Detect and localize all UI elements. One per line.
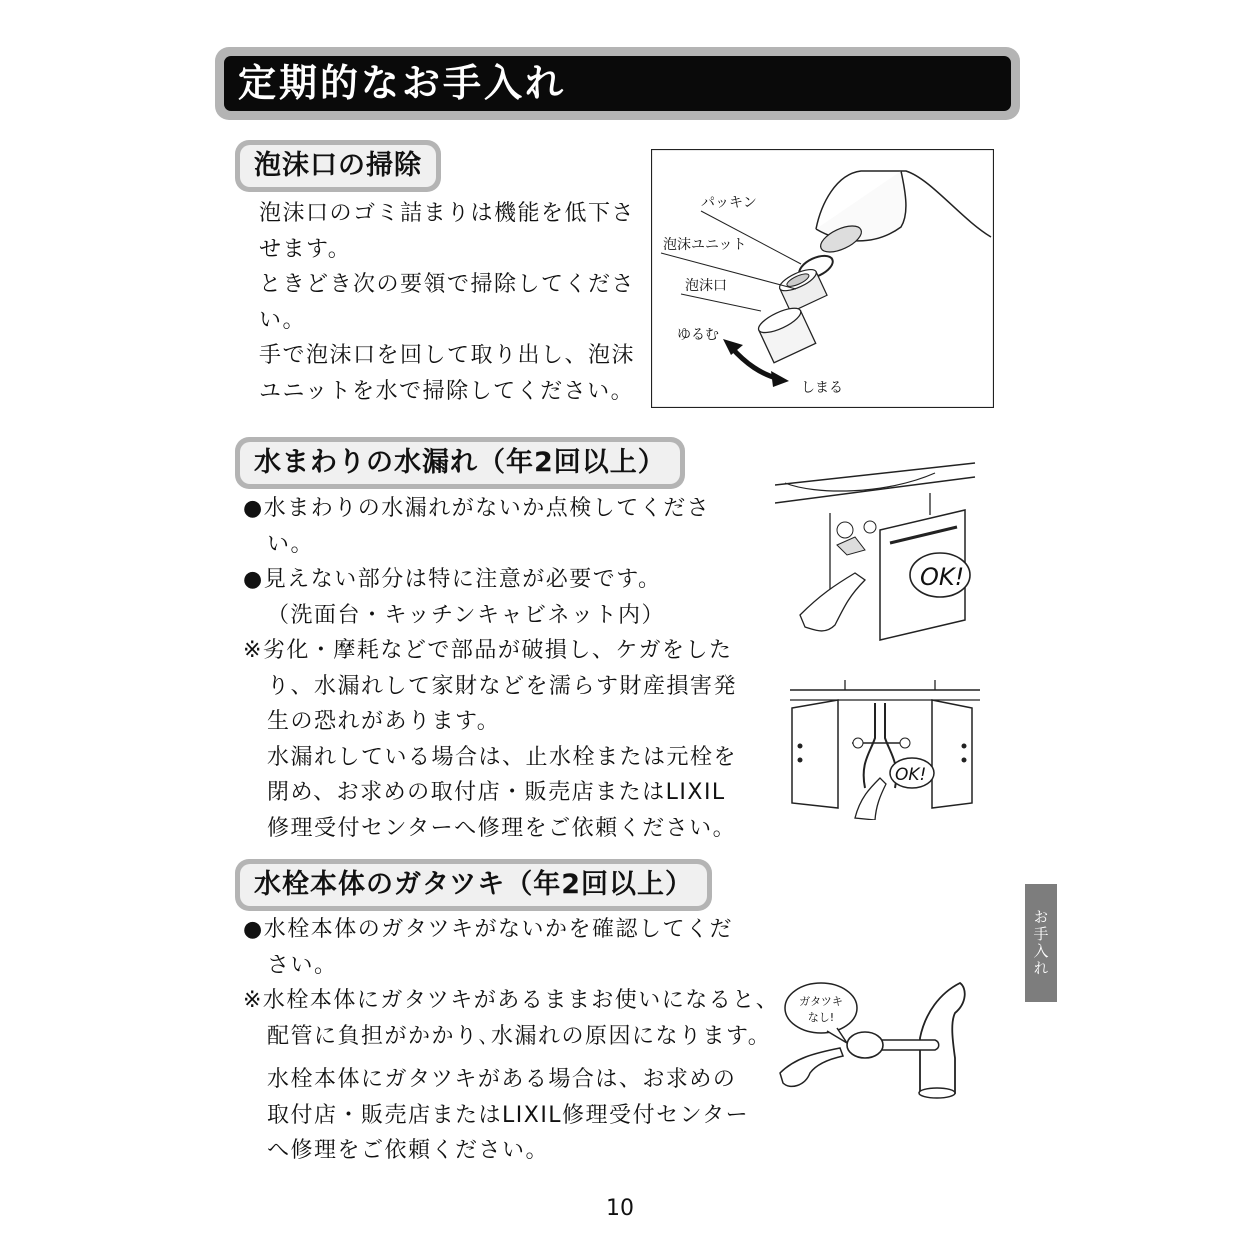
- text-line: ●見えない部分は特に注意が必要です。: [243, 567, 662, 592]
- text-line: ユニットを水で掃除してください。: [259, 378, 635, 404]
- section-leak-text: [243, 491, 737, 846]
- section-wobble-text: [243, 912, 779, 1169]
- text-line: さい。: [267, 952, 338, 978]
- section-heading-wobble: [235, 859, 712, 911]
- text-line: い。: [267, 531, 315, 557]
- text-line: ときどき次の要領で掃除してくださ: [259, 272, 636, 297]
- section-heading-aerator: [235, 140, 441, 192]
- section-aerator-text: [259, 196, 635, 409]
- page-title-bar: [215, 47, 1020, 120]
- text-line: せます。: [259, 236, 352, 262]
- text-line: ※水栓本体にガタツキがあるままお使いになると、: [243, 988, 780, 1013]
- open-cabinet-illustration: [790, 678, 982, 820]
- text-line: （洗面台・キッチンキャビネット内）: [267, 602, 665, 628]
- text-line: ※劣化・摩耗などで部品が破損し、ケガをした: [243, 638, 733, 663]
- page-number: 10: [606, 1196, 634, 1221]
- bubble-text-line2: なし!: [807, 1011, 835, 1024]
- text-line: 水漏れしている場合は、止水栓または元栓を: [267, 744, 738, 770]
- text-line: 水栓本体にガタツキがある場合は、お求めの: [267, 1067, 737, 1092]
- text-line: 取付店・販売店またはLIXIL修理受付センター: [267, 1102, 750, 1128]
- bubble-text-line1: ガタツキ: [799, 995, 843, 1008]
- aerator-diagram: [651, 149, 994, 408]
- label-tighten: しまる: [801, 380, 843, 396]
- faucet-wobble-illustration: [775, 978, 975, 1100]
- label-packing: パッキン: [701, 195, 757, 211]
- ok-badge-2: OK!: [895, 765, 927, 785]
- text-line: い。: [259, 307, 307, 333]
- label-spout: 泡沫口: [685, 278, 727, 294]
- text-line: 閉め、お求めの取付店・販売店またはLIXIL: [267, 780, 726, 805]
- text-line: 生の恐れがあります。: [267, 709, 501, 734]
- text-line: 配管に負担がかかり､水漏れの原因になります。: [267, 1023, 772, 1049]
- ok-badge-1: OK!: [920, 563, 965, 591]
- text-line: ●水まわりの水漏れがないか点検してくださ: [243, 496, 711, 521]
- label-loosen: ゆるむ: [677, 327, 719, 343]
- page-title: 定期的なお手入れ: [224, 56, 1011, 111]
- label-aerator-unit: 泡沫ユニット: [663, 237, 747, 253]
- section-heading-aerator-text: 泡沫口の掃除: [240, 145, 436, 187]
- section-heading-leak: [235, 437, 685, 489]
- side-tab-maintenance: お手入れ: [1025, 884, 1057, 1002]
- text-line: ●水栓本体のガタツキがないかを確認してくだ: [243, 917, 734, 942]
- text-line: 修理受付センターへ修理をご依頼ください。: [267, 815, 737, 841]
- section-heading-leak-text: 水まわりの水漏れ（年2回以上）: [240, 442, 680, 484]
- text-line: 手で泡沫口を回して取り出し、泡沫: [259, 343, 636, 368]
- section-heading-wobble-text: 水栓本体のガタツキ（年2回以上）: [240, 864, 707, 906]
- text-line: り、水漏れして家財などを濡らす財産損害発: [267, 673, 738, 699]
- sink-cabinet-illustration: [775, 455, 980, 650]
- text-line: へ修理をご依頼ください。: [267, 1138, 550, 1163]
- text-line: 泡沫口のゴミ詰まりは機能を低下さ: [259, 201, 636, 226]
